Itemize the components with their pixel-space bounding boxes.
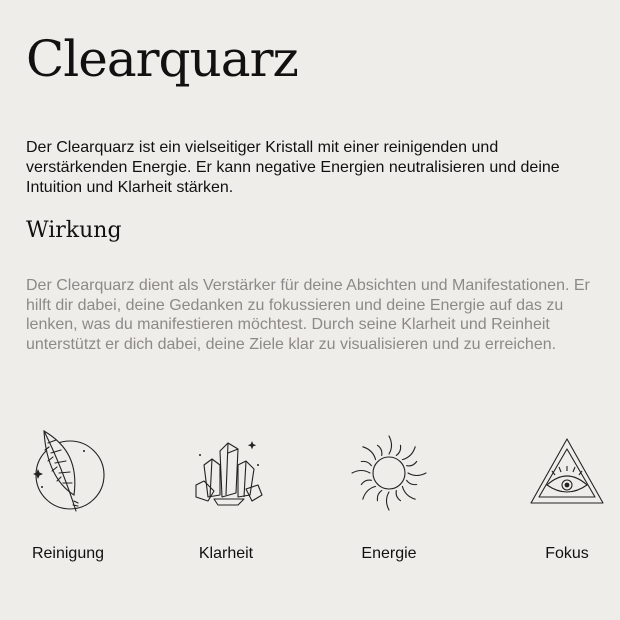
feature-reinigung — [0, 425, 143, 563]
eye-triangle-icon — [527, 425, 607, 515]
feature-klarheit — [151, 425, 301, 563]
feature-label: Klarheit — [198, 545, 254, 562]
feather-moon-icon — [28, 425, 108, 515]
feature-label: Energie — [361, 545, 417, 562]
feature-energie — [314, 425, 464, 563]
feature-label: Fokus — [545, 545, 589, 562]
crystal-cluster-icon — [186, 425, 266, 515]
page-title: Clearquarz — [26, 30, 298, 88]
intro-paragraph: Der Clearquarz ist ein vielseitiger Kristall mit einer reinigenden und verstärkenden Energie. Er kann negative Energien neutralisieren und deine Intuition und Klarheit stärken. — [26, 139, 560, 196]
sun-icon — [349, 425, 429, 515]
feature-label: Reinigung — [31, 545, 105, 562]
feature-fokus — [492, 425, 620, 563]
body-paragraph: Der Clearquarz dient als Verstärker für deine Absichten und Manifestationen. Er hilft dir dabei, deine Gedanken zu fokussieren und deine Energie auf das zu lenken, was du manifestieren möchtest. Durch seine Klarheit und Reinheit unterstützt er dich dabei, deine Ziele klar zu visualisieren und zu erreichen. — [26, 277, 590, 353]
section-heading: Wirkung — [26, 218, 122, 243]
